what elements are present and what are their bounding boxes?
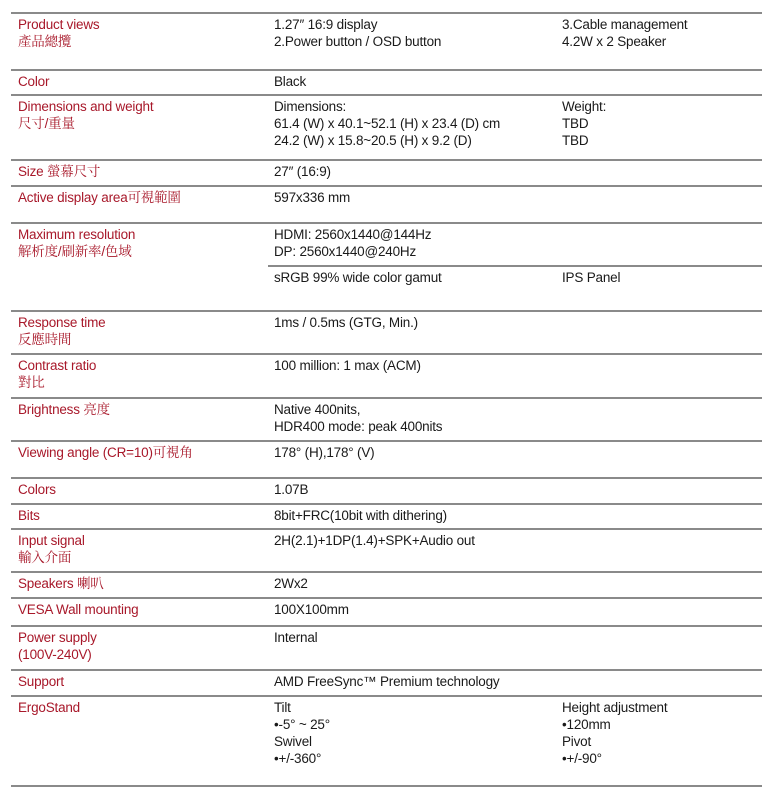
spec-value — [274, 73, 306, 90]
spec-label — [18, 673, 64, 690]
sub-divider — [268, 265, 762, 267]
spec-value-line: 100X100mm — [274, 602, 349, 617]
spec-label — [18, 481, 56, 498]
spec-row-support — [11, 669, 762, 695]
spec-value-line: AMD FreeSync™ Premium technology — [274, 674, 500, 689]
spec-value — [274, 98, 500, 149]
spec-value — [274, 481, 308, 498]
spec-value — [274, 673, 499, 690]
spec-label — [18, 401, 110, 418]
spec-row-product-views — [11, 12, 762, 69]
spec-label — [18, 189, 181, 206]
spec-label-line: 尺寸/重量 — [18, 116, 75, 131]
spec-value-line: 27″ (16:9) — [274, 164, 331, 179]
spec-value-line: 1ms / 0.5ms (GTG, Min.) — [274, 315, 418, 330]
spec-value-line: TBD — [562, 116, 589, 131]
spec-value-line: IPS Panel — [562, 270, 621, 285]
spec-value — [274, 401, 442, 435]
spec-label-line: Viewing angle (CR=10)可視角 — [18, 445, 193, 460]
spec-value — [274, 16, 441, 50]
spec-value — [274, 575, 308, 592]
spec-row-vesa-mount — [11, 597, 762, 625]
spec-label — [18, 444, 193, 461]
spec-value — [274, 507, 447, 524]
spec-value-line: Dimensions: — [274, 99, 347, 114]
spec-label-line: 對比 — [18, 375, 45, 390]
spec-label-line: 反應時間 — [18, 332, 72, 347]
spec-label — [18, 98, 153, 132]
spec-label — [18, 601, 138, 618]
spec-label-line: Support — [18, 674, 64, 689]
spec-value-line: HDMI: 2560x1440@144Hz — [274, 227, 432, 242]
spec-value — [274, 532, 475, 549]
spec-value-line: Black — [274, 74, 307, 89]
spec-label-line: Response time — [18, 315, 106, 330]
spec-label-line: VESA Wall mounting — [18, 602, 139, 617]
spec-value-secondary — [562, 699, 667, 767]
spec-value — [274, 699, 330, 767]
spec-label-line: Power supply — [18, 630, 97, 645]
spec-row-contrast-ratio — [11, 353, 762, 397]
spec-label — [18, 314, 105, 348]
spec-value-line: Height adjustment — [562, 700, 668, 715]
spec-label-line: Color — [18, 74, 50, 89]
spec-value — [274, 314, 418, 331]
spec-value — [274, 357, 421, 374]
spec-label-line: Speakers 喇叭 — [18, 576, 104, 591]
spec-label — [18, 73, 49, 90]
spec-label — [18, 357, 96, 391]
spec-row-viewing-angle — [11, 440, 762, 477]
spec-value-line: 100 million: 1 max (ACM) — [274, 358, 421, 373]
spec-value-line: Native 400nits, — [274, 402, 361, 417]
spec-row-speakers — [11, 571, 762, 597]
spec-label-line: Dimensions and weight — [18, 99, 154, 114]
spec-value-line: TBD — [562, 133, 589, 148]
spec-row-response-time — [11, 310, 762, 353]
spec-row-input-signal — [11, 528, 762, 571]
spec-value — [274, 189, 350, 206]
spec-label — [18, 163, 100, 180]
spec-value — [274, 444, 374, 461]
spec-value-secondary — [562, 98, 606, 149]
spec-label-line: 輸入介面 — [18, 550, 72, 565]
spec-label — [18, 507, 40, 524]
spec-label-line: Brightness 亮度 — [18, 402, 110, 417]
spec-label — [18, 629, 97, 663]
spec-value-line: •+/-360° — [274, 751, 322, 766]
spec-value-line: 178° (H),178° (V) — [274, 445, 375, 460]
spec-subvalue — [274, 269, 442, 286]
spec-value — [274, 226, 431, 260]
spec-label-line: Input signal — [18, 533, 85, 548]
spec-label — [18, 575, 104, 592]
spec-value-line: •120mm — [562, 717, 611, 732]
spec-value-line: 1.07B — [274, 482, 309, 497]
spec-row-ergostand — [11, 695, 762, 785]
spec-row-max-resolution — [11, 222, 762, 310]
spec-label-line: ErgoStand — [18, 700, 80, 715]
spec-value-line: 3.Cable management — [562, 17, 688, 32]
spec-value-line: HDR400 mode: peak 400nits — [274, 419, 443, 434]
spec-row-color — [11, 69, 762, 94]
spec-value-secondary — [562, 16, 687, 50]
spec-value-line: DP: 2560x1440@240Hz — [274, 244, 416, 259]
spec-label-line: 解析度/刷新率/色域 — [18, 244, 132, 259]
spec-label-line: Size 螢幕尺寸 — [18, 164, 101, 179]
spec-label-line: 產品總攬 — [18, 34, 72, 49]
spec-value — [274, 629, 317, 646]
spec-value-line: 2H(2.1)+1DP(1.4)+SPK+Audio out — [274, 533, 475, 548]
spec-row-brightness — [11, 397, 762, 440]
spec-value-line: Weight: — [562, 99, 607, 114]
spec-value-line: Tilt — [274, 700, 291, 715]
spec-value-line: Swivel — [274, 734, 312, 749]
spec-value-line: 24.2 (W) x 15.8~20.5 (H) x 9.2 (D) — [274, 133, 472, 148]
spec-value — [274, 601, 349, 618]
spec-label-line: (100V-240V) — [18, 647, 92, 662]
spec-value-line: 1.27″ 16:9 display — [274, 17, 378, 32]
spec-row-bits — [11, 503, 762, 528]
spec-label — [18, 226, 135, 260]
spec-label-line: Maximum resolution — [18, 227, 136, 242]
spec-label — [18, 699, 80, 716]
spec-subvalue-secondary — [562, 269, 620, 286]
table-bottom-rule — [11, 785, 762, 787]
spec-value-line: 8bit+FRC(10bit with dithering) — [274, 508, 447, 523]
spec-value-line: 4.2W x 2 Speaker — [562, 34, 667, 49]
spec-value-line: sRGB 99% wide color gamut — [274, 270, 442, 285]
spec-value-line: 2Wx2 — [274, 576, 308, 591]
spec-label — [18, 532, 85, 566]
spec-row-dimensions-weight — [11, 94, 762, 159]
spec-row-active-display-area — [11, 185, 762, 222]
spec-label-line: Active display area可視範圍 — [18, 190, 181, 205]
spec-value-line: Internal — [274, 630, 318, 645]
spec-label-line: Contrast ratio — [18, 358, 97, 373]
spec-value-line: 61.4 (W) x 40.1~52.1 (H) x 23.4 (D) cm — [274, 116, 501, 131]
spec-row-colors — [11, 477, 762, 503]
spec-label-line: Bits — [18, 508, 40, 523]
spec-value-line: 597x336 mm — [274, 190, 351, 205]
spec-value-line: 2.Power button / OSD button — [274, 34, 442, 49]
spec-label-line: Colors — [18, 482, 56, 497]
spec-row-power-supply — [11, 625, 762, 669]
spec-label — [18, 16, 99, 50]
spec-label-line: Product views — [18, 17, 100, 32]
spec-value — [274, 163, 331, 180]
spec-value-line: Pivot — [562, 734, 592, 749]
spec-value-line: •+/-90° — [562, 751, 602, 766]
spec-value-line: •-5° ~ 25° — [274, 717, 330, 732]
spec-row-size — [11, 159, 762, 185]
